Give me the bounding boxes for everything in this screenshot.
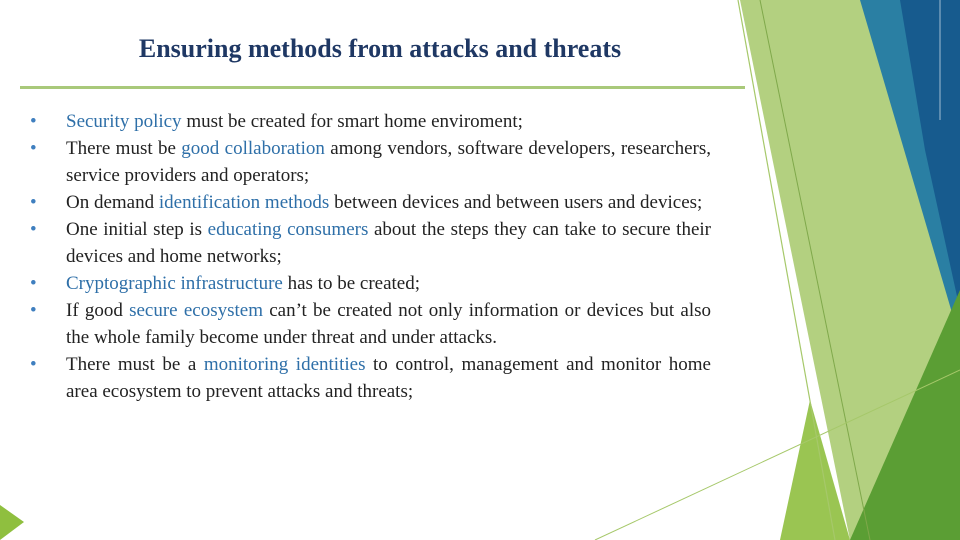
- bullet-text: If good: [66, 300, 130, 321]
- bullet-highlight: monitoring identities: [203, 354, 366, 375]
- bullet-dot-icon: •: [30, 219, 37, 240]
- bullet-dot-icon: •: [30, 192, 37, 213]
- slide-title: Ensuring methods from attacks and threats: [138, 34, 622, 63]
- bullet-text: One initial step is: [66, 219, 208, 240]
- bullet-highlight: Security policy: [66, 111, 182, 132]
- bullet-dot-icon: •: [30, 138, 37, 159]
- bullet-text: to control, management and monitor home area ecosystem to prevent attacks and threats;: [66, 354, 711, 402]
- bullet-text: among vendors, software developers, researchers, service providers and operators;: [66, 138, 712, 186]
- bullet-item: [30, 351, 711, 405]
- bullet-highlight: educating consumers: [207, 219, 369, 240]
- bullet-item: [30, 270, 711, 297]
- bullet-dot-icon: •: [30, 300, 37, 321]
- bullet-item: [30, 189, 711, 216]
- left-arrow-shape: [0, 505, 24, 540]
- bullet-item: [30, 216, 711, 270]
- bullet-text: about the steps they can take to secure their devices and home networks;: [66, 219, 712, 267]
- bullet-highlight: good collaboration: [181, 138, 325, 159]
- bullet-text: can’t be created not only information or devices but also the whole family become under threat and under attacks.: [66, 300, 711, 348]
- bullet-list: [30, 108, 711, 405]
- bullet-text: There must be a: [66, 354, 204, 375]
- title-underline: [20, 86, 745, 89]
- bullet-item: [30, 297, 711, 351]
- bullet-highlight: Cryptographic infrastructure: [66, 273, 283, 294]
- bullet-item: [30, 108, 711, 135]
- bullet-text: must be created for smart home enviroment;: [181, 111, 523, 132]
- bullet-item: [30, 135, 711, 189]
- bullet-dot-icon: •: [30, 273, 37, 294]
- bullet-text: has to be created;: [282, 273, 420, 294]
- bullet-dot-icon: •: [30, 111, 37, 132]
- bullet-text: On demand: [66, 192, 159, 213]
- bullet-highlight: identification methods: [158, 192, 330, 213]
- bullet-text: There must be: [66, 138, 182, 159]
- bullet-highlight: secure ecosystem: [129, 300, 263, 321]
- bullet-dot-icon: •: [30, 354, 37, 375]
- bullet-text: between devices and between users and devices;: [329, 192, 703, 213]
